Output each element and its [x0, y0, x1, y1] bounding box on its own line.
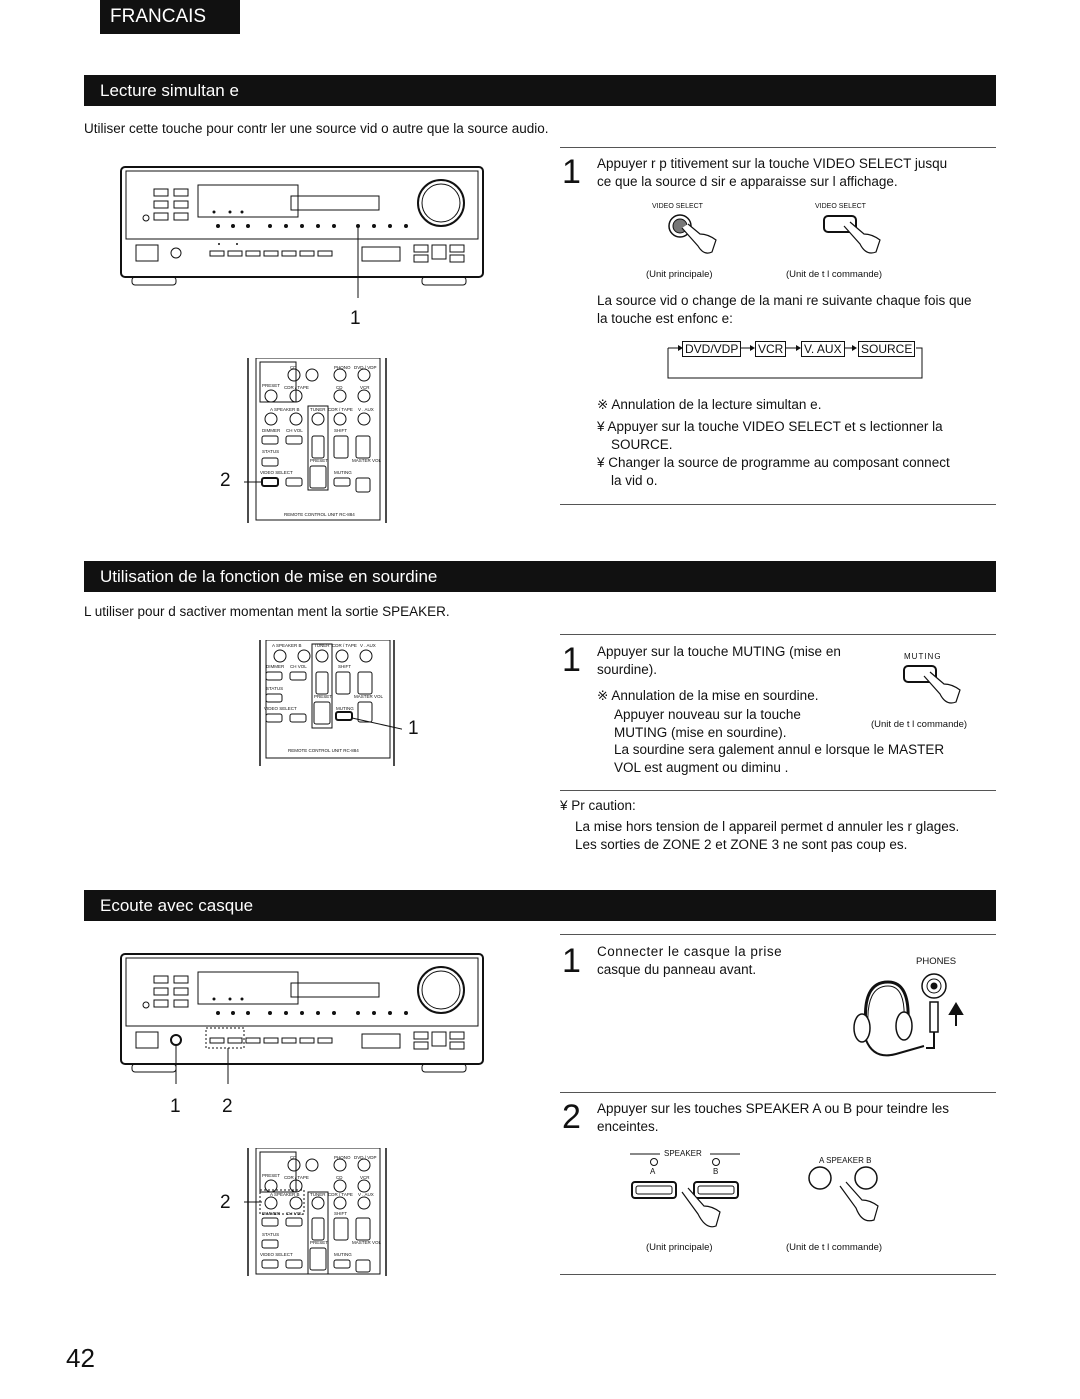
- svg-text:STATUS: STATUS: [262, 1232, 280, 1237]
- receiver-front-panel-illustration: [118, 950, 490, 1085]
- svg-text:CH VOL: CH VOL: [286, 428, 303, 433]
- divider: [560, 934, 996, 935]
- svg-text:A SPEAKER B: A SPEAKER B: [272, 643, 302, 648]
- divider: [560, 504, 996, 505]
- remote-speaker-label: A SPEAKER B: [819, 1156, 872, 1165]
- source-change-text: la touche est enfonc e:: [597, 311, 733, 326]
- section-intro: L utiliser pour d sactiver momentan ment la sortie SPEAKER.: [84, 604, 450, 619]
- svg-text:MUTING: MUTING: [334, 1252, 352, 1257]
- step-text-line: Connecter le casque la prise: [597, 944, 783, 959]
- svg-text:SHIFT: SHIFT: [338, 664, 351, 669]
- step-text-line: Appuyer sur la touche MUTING (mise en: [597, 644, 841, 659]
- caution-text: Les sorties de ZONE 2 et ZONE 3 ne sont pas coup es.: [575, 837, 908, 852]
- svg-text:V . AUX: V . AUX: [358, 407, 374, 412]
- svg-text:CDR / TAPE: CDR / TAPE: [284, 385, 309, 390]
- receiver-front-panel-illustration: [118, 163, 490, 298]
- caption-remote-unit: (Unit de t l commande): [786, 1242, 883, 1253]
- svg-text:TUNER: TUNER: [314, 643, 330, 648]
- svg-text:CH VOL: CH VOL: [286, 1211, 303, 1216]
- bullet-text: la vid o.: [611, 473, 658, 488]
- svg-text:MUTING: MUTING: [334, 470, 352, 475]
- video-select-label-main: VIDEO SELECT: [652, 203, 703, 210]
- page-number: 42: [66, 1343, 95, 1373]
- flow-item-source: SOURCE: [858, 341, 915, 357]
- svg-text:CD: CD: [290, 1155, 297, 1160]
- svg-text:CDR / TAPE: CDR / TAPE: [284, 1175, 309, 1180]
- svg-text:DVD / VDP: DVD / VDP: [354, 1155, 377, 1160]
- callout-2-speaker: 2: [222, 1096, 233, 1117]
- svg-text:CDR / TAPE: CDR / TAPE: [328, 1192, 353, 1197]
- remote-control-illustration: [244, 358, 390, 524]
- svg-text:TUNER: TUNER: [310, 1192, 326, 1197]
- section-title-muting: Utilisation de la fonction de mise en sourdine: [84, 561, 996, 592]
- section-title-headphones: Ecoute avec casque: [84, 890, 996, 921]
- caption-main-unit: (Unit principale): [646, 1242, 713, 1253]
- caution-title: ¥ Pr caution:: [560, 798, 636, 813]
- svg-text:PHONO: PHONO: [334, 1155, 351, 1160]
- remote-control-lower-illustration: [256, 640, 402, 768]
- speaker-b-label: B: [713, 1167, 719, 1176]
- callout-2-remote-speaker: 2: [220, 1192, 231, 1213]
- svg-text:SHIFT: SHIFT: [334, 1211, 347, 1216]
- video-select-label-remote: VIDEO SELECT: [815, 203, 866, 210]
- svg-text:VCR: VCR: [360, 385, 370, 390]
- language-tab: FRANCAIS: [100, 0, 240, 34]
- svg-text:PRESET: PRESET: [310, 1240, 329, 1245]
- step-number: 1: [562, 641, 581, 679]
- remote-control-speaker-illustration: [244, 1148, 390, 1278]
- svg-text:TUNER: TUNER: [310, 407, 326, 412]
- speaker-label: SPEAKER: [664, 1149, 702, 1158]
- svg-text:V . AUX: V . AUX: [358, 1192, 374, 1197]
- flow-item-v-aux: V. AUX: [801, 341, 845, 357]
- svg-text:V . AUX: V . AUX: [360, 643, 376, 648]
- svg-text:VIDEO SELECT: VIDEO SELECT: [264, 706, 297, 711]
- bullet-text: ¥ Changer la source de programme au composant connect: [597, 455, 950, 470]
- svg-text:VIDEO SELECT: VIDEO SELECT: [260, 470, 293, 475]
- svg-text:CD: CD: [290, 365, 297, 370]
- svg-text:DIMMER: DIMMER: [262, 428, 281, 433]
- note-text: ※ Annulation de la mise en sourdine.: [597, 688, 819, 703]
- caption-remote-unit: (Unit de t l commande): [871, 719, 968, 730]
- svg-text:REMOTE CONTROL UNIT RC-884: REMOTE CONTROL UNIT RC-884: [288, 748, 359, 753]
- speaker-buttons-with-hand-icon: [626, 1146, 746, 1238]
- svg-text:MASTER VOL: MASTER VOL: [354, 694, 384, 699]
- section-title-simultaneous: Lecture simultan e: [84, 75, 996, 106]
- step-text-line: ce que la source d sir e apparaisse sur l affichage.: [597, 174, 898, 189]
- muting-label: MUTING: [904, 652, 942, 661]
- svg-text:MUTING: MUTING: [336, 706, 354, 711]
- note-title: ※ Annulation de la lecture simultan e.: [597, 397, 822, 412]
- divider: [560, 790, 996, 791]
- muting-button-with-hand-icon: [896, 662, 966, 712]
- video-select-knob-with-hand-icon: [660, 212, 720, 260]
- svg-text:PHONO: PHONO: [334, 365, 351, 370]
- svg-text:MASTER VOL: MASTER VOL: [352, 1240, 382, 1245]
- video-select-button-with-hand-icon: [820, 212, 884, 260]
- divider: [560, 634, 996, 635]
- svg-text:VIDEO SELECT: VIDEO SELECT: [260, 1252, 293, 1257]
- svg-text:A SPEAKER B: A SPEAKER B: [270, 407, 300, 412]
- svg-text:A SPEAKER B: A SPEAKER B: [270, 1192, 300, 1197]
- callout-1-muting: 1: [408, 718, 419, 739]
- svg-text:CD: CD: [336, 1175, 343, 1180]
- note-text: MUTING (mise en sourdine).: [614, 725, 787, 740]
- step-text-line: Appuyer sur les touches SPEAKER A ou B pour teindre les: [597, 1101, 949, 1116]
- svg-text:CD: CD: [336, 385, 343, 390]
- caption-remote-unit: (Unit de t l commande): [786, 269, 883, 280]
- svg-text:STATUS: STATUS: [266, 686, 284, 691]
- step-number: 2: [562, 1098, 581, 1136]
- svg-text:VCR: VCR: [360, 1175, 370, 1180]
- note-text: VOL est augment ou diminu .: [614, 760, 789, 775]
- svg-text:MASTER VOL: MASTER VOL: [352, 458, 382, 463]
- svg-text:REMOTE CONTROL UNIT RC-884: REMOTE CONTROL UNIT RC-884: [284, 512, 355, 517]
- svg-text:DIMMER: DIMMER: [266, 664, 285, 669]
- svg-text:CH VOL: CH VOL: [290, 664, 307, 669]
- headphones-plug-icon: [846, 968, 976, 1068]
- divider: [560, 147, 996, 148]
- callout-1-phones: 1: [170, 1096, 181, 1117]
- remote-speaker-buttons-with-hand-icon: [804, 1164, 886, 1236]
- step-text-line: Appuyer r p titivement sur la touche VIDEO SELECT jusqu: [597, 156, 948, 171]
- section-intro: Utiliser cette touche pour contr ler une source vid o autre que la source audio.: [84, 121, 549, 136]
- flow-item-dvd-vdp: DVD/VDP: [682, 341, 741, 357]
- caption-main-unit: (Unit principale): [646, 269, 713, 280]
- divider: [560, 1092, 996, 1093]
- callout-2-remote: 2: [220, 470, 231, 491]
- svg-text:CDR / TAPE: CDR / TAPE: [332, 643, 357, 648]
- step-number: 1: [562, 942, 581, 980]
- svg-text:PRESET: PRESET: [262, 383, 281, 388]
- svg-text:DVD / VDP: DVD / VDP: [354, 365, 377, 370]
- callout-1-receiver: 1: [350, 308, 361, 329]
- svg-text:PRESET: PRESET: [314, 694, 333, 699]
- step-text-line: sourdine).: [597, 662, 658, 677]
- note-text: Appuyer nouveau sur la touche: [614, 707, 801, 722]
- note-text: La sourdine sera galement annul e lorsque le MASTER: [614, 742, 945, 757]
- step-text-line: casque du panneau avant.: [597, 962, 757, 977]
- svg-text:PRESET: PRESET: [262, 1173, 281, 1178]
- caution-text: La mise hors tension de l appareil permet d annuler les r glages.: [575, 819, 960, 834]
- svg-text:STATUS: STATUS: [262, 449, 280, 454]
- flow-item-vcr: VCR: [755, 341, 786, 357]
- bullet-text: ¥ Appuyer sur la touche VIDEO SELECT et s lectionner la: [597, 419, 943, 434]
- svg-text:DIMMER: DIMMER: [262, 1211, 281, 1216]
- step-text-line: enceintes.: [597, 1119, 659, 1134]
- speaker-a-label: A: [650, 1167, 656, 1176]
- svg-text:CDR / TAPE: CDR / TAPE: [328, 407, 353, 412]
- svg-text:PRESET: PRESET: [310, 458, 329, 463]
- phones-label: PHONES: [916, 956, 957, 967]
- step-number: 1: [562, 153, 581, 191]
- source-change-text: La source vid o change de la mani re suivante chaque fois que: [597, 293, 972, 308]
- bullet-text: SOURCE.: [611, 437, 673, 452]
- svg-text:SHIFT: SHIFT: [334, 428, 347, 433]
- divider: [560, 1274, 996, 1275]
